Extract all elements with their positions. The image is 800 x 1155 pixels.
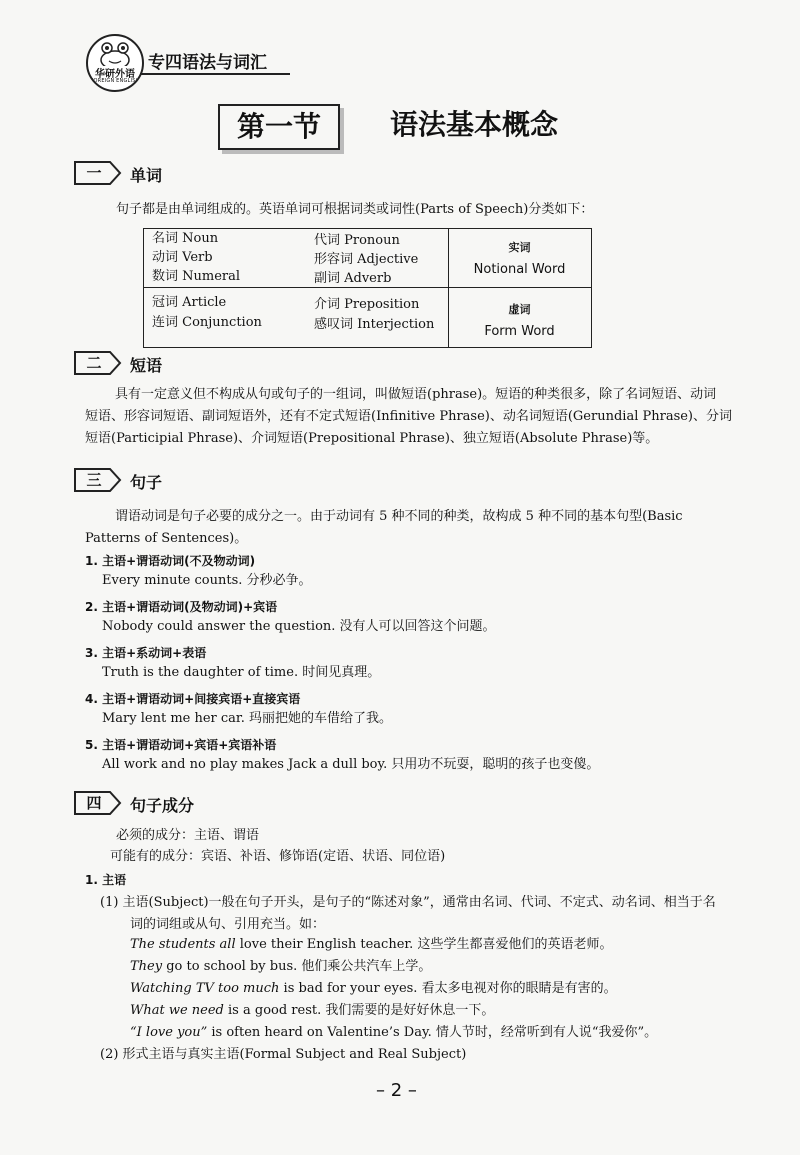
- table-cell: 形容词 Adjective: [314, 252, 419, 267]
- list-item: 4. 主语+谓语动词+间接宾语+直接宾语 Mary lent me her car. 玛丽把她的车借给了我。: [85, 692, 392, 726]
- section-number: 第一节: [218, 104, 340, 150]
- badge-part-4: 四: [72, 790, 122, 816]
- list-item: 2. 主语+谓语动词(及物动词)+宾语 Nobody could answer the question. 没有人可以回答这个问题。: [85, 600, 496, 634]
- phrase-paragraph: 具有一定意义但不构成从句或句子的一组词，叫做短语(phrase)。短语的种类很多，除了名词短语、动词 短语、形容词短语、副词短语外，还有不定式短语(Infinitive Phrase)、动名词短语(Gerundial Phrase)、分词 短语(Participial Phrase)、介词短语(Prepositional Phrase)、独立短语(Absolute Phrase)等。: [85, 387, 733, 446]
- notional-tag-en: Notional Word: [473, 262, 566, 277]
- publisher-logo: [86, 34, 144, 92]
- table-cell: 代词 Pronoun: [314, 233, 400, 248]
- list-item: Watching TV too much is bad for your eyes. 看太多电视对你的眼睛是有害的。: [130, 981, 617, 996]
- heading-sentence-elements: 句子成分: [130, 796, 195, 815]
- list-item: The students all love their English teacher. 这些学生都喜爱他们的英语老师。: [130, 937, 613, 952]
- badge-part-1: 一: [72, 160, 122, 186]
- list-item: 5. 主语+谓语动词+宾语+宾语补语 All work and no play makes Jack a dull boy. 只用功不玩耍，聪明的孩子也变傻。: [85, 738, 600, 772]
- table-cell: 连词 Conjunction: [152, 315, 262, 330]
- list-item: “I love you” is often heard on Valentine’s Day. 情人节时，经常听到有人说“我爱你”。: [130, 1025, 658, 1040]
- formal-subject-heading: (2) 形式主语与真实主语(Formal Subject and Real Subject): [100, 1047, 467, 1062]
- table-cell: 冠词 Article: [152, 295, 227, 310]
- heading-words: 单词: [130, 166, 163, 185]
- badge-part-2: 二: [72, 350, 122, 376]
- notional-tag-cn: 实词: [508, 241, 531, 254]
- frog-mascot-icon: [88, 36, 142, 66]
- list-item: 1. 主语+谓语动词(不及物动词) Every minute counts. 分秒必争。: [85, 554, 312, 588]
- required-elements: 必须的成分：主语、谓语: [116, 828, 260, 843]
- list-item: They go to school by bus. 他们乘公共汽车上学。: [130, 959, 432, 974]
- logo-subtitle: FOREIGN ENGLISH: [90, 78, 140, 84]
- list-item: 3. 主语+系动词+表语 Truth is the daughter of time. 时间见真理。: [85, 646, 381, 680]
- book-title: 专四语法与词汇: [148, 53, 267, 73]
- heading-sentences: 句子: [130, 473, 163, 492]
- subject-subtitle: 1. 主语: [85, 873, 127, 887]
- logo-name: 华研外语: [95, 69, 135, 80]
- sentence-intro: 谓语动词是句子必要的成分之一。由于动词有 5 种不同的种类，故构成 5 种不同的基本句型(Basic Patterns of Sentences)。: [85, 509, 683, 546]
- section-title: 语法基本概念: [390, 108, 559, 141]
- page-number: – 2 –: [376, 1080, 417, 1101]
- badge-part-3: 三: [72, 467, 122, 493]
- table-cell: 介词 Preposition: [314, 297, 420, 312]
- subject-examples: [130, 934, 657, 1044]
- heading-phrases: 短语: [130, 356, 163, 375]
- form-tag-en: Form Word: [484, 324, 555, 339]
- table-cell: 副词 Adverb: [314, 271, 392, 286]
- form-tag-cn: 虚词: [508, 303, 531, 316]
- optional-elements: 可能有的成分：宾语、补语、修饰语(定语、状语、同位语): [110, 849, 446, 864]
- word-class-table: [143, 228, 592, 348]
- header-rule: [140, 73, 290, 75]
- table-cell: 感叹词 Interjection: [314, 317, 435, 332]
- table-cell: 名词 Noun: [152, 231, 219, 246]
- words-intro: 句子都是由单词组成的。英语单词可根据词类或词性(Parts of Speech)分类如下：: [116, 202, 594, 217]
- sentence-pattern-list: [85, 551, 599, 781]
- list-item: What we need is a good rest. 我们需要的是好好休息一下。: [130, 1003, 495, 1018]
- table-cell: 数词 Numeral: [152, 269, 241, 284]
- table-cell: 动词 Verb: [152, 250, 213, 265]
- subject-definition: (1) 主语(Subject)一般在句子开头，是句子的“陈述对象”，通常由名词、代词、不定式、动名词、相当于名 词的词组或从句、引用充当。如：: [100, 895, 716, 932]
